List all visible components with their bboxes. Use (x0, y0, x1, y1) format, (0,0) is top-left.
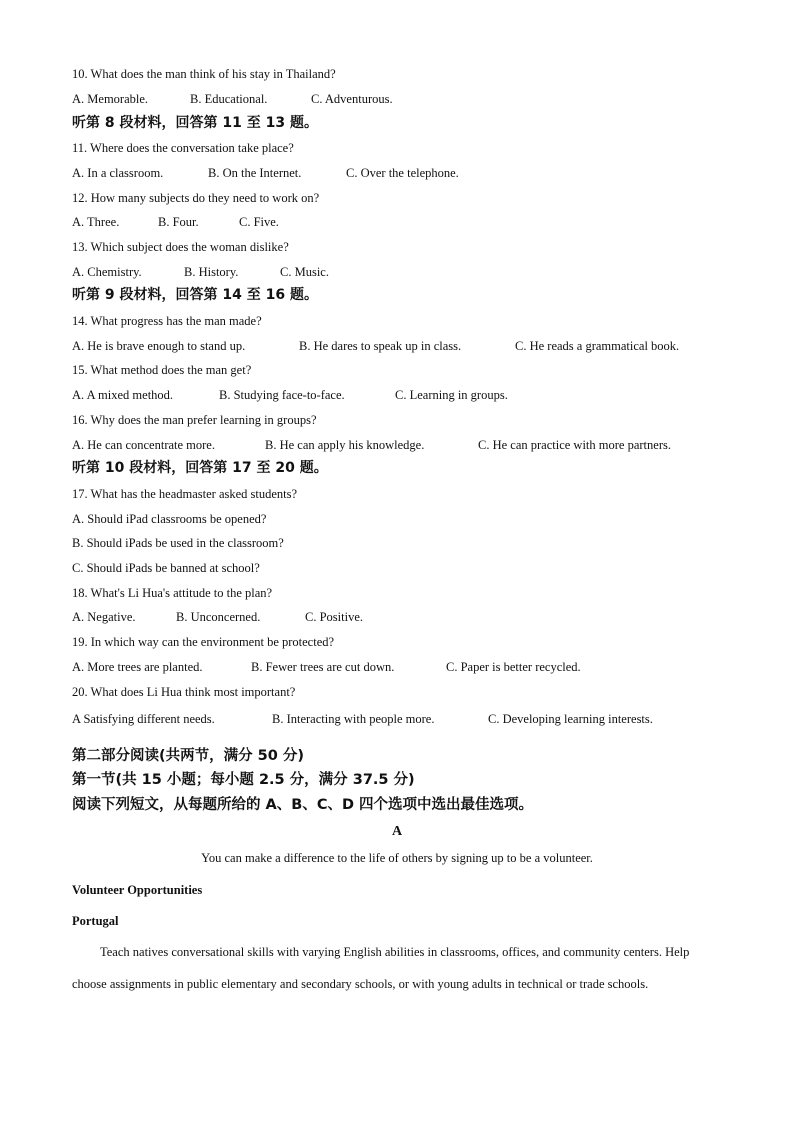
option-11-a: A. In a classroom. (72, 166, 164, 180)
option-12-a: A. Three. (72, 215, 120, 229)
option-17-c: C. Should iPads be banned at school? (72, 561, 260, 575)
question-11: 11. Where does the conversation take place? (72, 141, 294, 155)
option-20-a: A Satisfying different needs. (72, 712, 215, 726)
option-13-c: C. Music. (280, 265, 329, 279)
question-16: 16. Why does the man prefer learning in groups? (72, 413, 317, 427)
passage-heading: Volunteer Opportunities (72, 883, 203, 897)
option-14-c: C. He reads a grammatical book. (515, 339, 680, 353)
part-two-title: 第二部分阅读(共两节，满分 50 分) (72, 748, 305, 764)
option-14-b: B. He dares to speak up in class. (299, 339, 462, 353)
option-10-b: B. Educational. (190, 92, 268, 106)
option-17-b: B. Should iPads be used in the classroom? (72, 536, 284, 550)
question-12: 12. How many subjects do they need to work on? (72, 191, 320, 205)
option-11-b: B. On the Internet. (208, 166, 302, 180)
question-15: 15. What method does the man get? (72, 363, 252, 377)
option-20-c: C. Developing learning interests. (488, 712, 653, 726)
section-heading-9: 听第 9 段材料，回答第 14 至 16 题。 (72, 287, 318, 303)
option-10-a: A. Memorable. (72, 92, 149, 106)
passage-subheading: Portugal (72, 914, 119, 928)
question-17: 17. What has the headmaster asked students? (72, 487, 298, 501)
option-13-a: A. Chemistry. (72, 265, 142, 279)
option-19-a: A. More trees are planted. (72, 660, 203, 674)
passage-paragraph: Teach natives conversational skills with varying English abilities in classrooms, offices, and community centers. Help choose assignments in public elementary and secondary schools, or with young adults in technical or trade schools. (72, 945, 690, 991)
passage-label: A (391, 824, 403, 839)
option-11-c: C. Over the telephone. (346, 166, 459, 180)
option-19-b: B. Fewer trees are cut down. (251, 660, 395, 674)
option-15-c: C. Learning in groups. (395, 388, 508, 402)
option-18-a: A. Negative. (72, 610, 136, 624)
option-16-c: C. He can practice with more partners. (478, 438, 671, 452)
option-16-a: A. He can concentrate more. (72, 438, 215, 452)
question-20: 20. What does Li Hua think most important? (72, 685, 296, 699)
section-heading-10: 听第 10 段材料，回答第 17 至 20 题。 (72, 460, 328, 476)
question-14: 14. What progress has the man made? (72, 314, 262, 328)
option-18-b: B. Unconcerned. (176, 610, 261, 624)
reading-instruction: 阅读下列短文，从每题所给的 A、B、C、D 四个选项中选出最佳选项。 (72, 797, 534, 813)
option-19-c: C. Paper is better recycled. (446, 660, 581, 674)
option-20-b: B. Interacting with people more. (272, 712, 435, 726)
option-16-b: B. He can apply his knowledge. (265, 438, 425, 452)
question-19: 19. In which way can the environment be protected? (72, 635, 335, 649)
question-13: 13. Which subject does the woman dislike? (72, 240, 289, 254)
question-18: 18. What's Li Hua's attitude to the plan? (72, 586, 273, 600)
section-one-title: 第一节(共 15 小题；每小题 2.5 分，满分 37.5 分) (72, 772, 415, 788)
option-15-a: A. A mixed method. (72, 388, 174, 402)
passage-intro: You can make a difference to the life of others by signing up to be a volunteer. (201, 851, 593, 865)
option-12-b: B. Four. (158, 215, 199, 229)
section-heading-8: 听第 8 段材料，回答第 11 至 13 题。 (72, 115, 318, 131)
option-14-a: A. He is brave enough to stand up. (72, 339, 246, 353)
question-10: 10. What does the man think of his stay in Thailand? (72, 67, 336, 81)
option-17-a: A. Should iPad classrooms be opened? (72, 512, 267, 526)
option-15-b: B. Studying face-to-face. (219, 388, 345, 402)
option-12-c: C. Five. (239, 215, 279, 229)
option-10-c: C. Adventurous. (311, 92, 393, 106)
option-13-b: B. History. (184, 265, 239, 279)
option-18-c: C. Positive. (305, 610, 363, 624)
